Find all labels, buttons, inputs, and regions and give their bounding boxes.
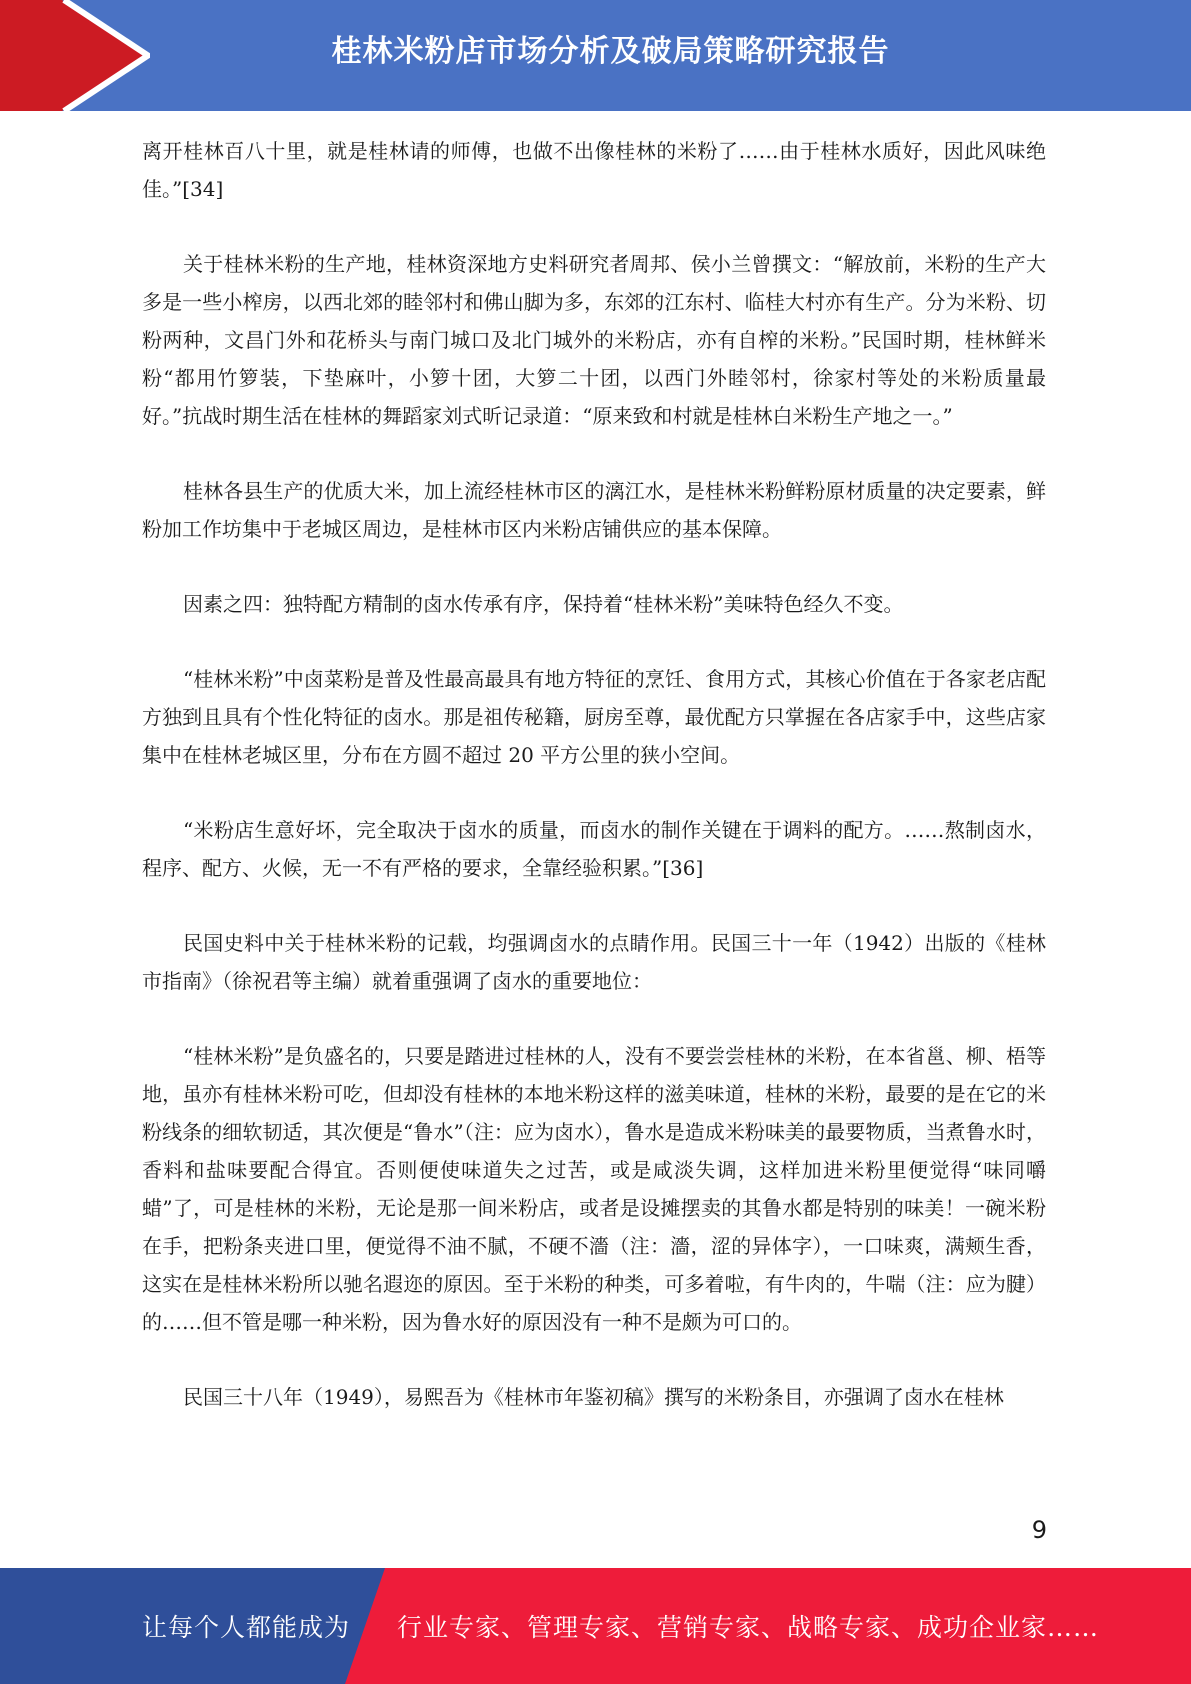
paragraph: “桂林米粉”中卤菜粉是普及性最高最具有地方特征的烹饪、食用方式，其核心价值在于各家老店配方独到且具有个性化特征的卤水。那是祖传秘籍，厨房至尊，最优配方只掌握在各店家手中，这些店家集中在桂林老城区里，分布在方圆不超过 20 平方公里的狭小空间。	[142, 667, 1046, 767]
footer-banner	[0, 1568, 1191, 1684]
paragraph: 桂林各县生产的优质大米，加上流经桂林市区的漓江水，是桂林米粉鲜粉原材质量的决定要素，鲜粉加工作坊集中于老城区周边，是桂林市区内米粉店铺供应的基本保障。	[142, 479, 1046, 541]
document-title: 桂林米粉店市场分析及破局策略研究报告	[331, 34, 890, 69]
footer-slogan-left: 让每个人都能成为	[142, 1613, 351, 1642]
page-content	[142, 132, 1046, 1453]
paragraph-factor-heading: 因素之四：独特配方精制的卤水传承有序，保持着“桂林米粉”美味特色经久不变。	[183, 592, 904, 616]
header-banner	[0, 0, 1191, 111]
page-number: 9	[1031, 1516, 1047, 1544]
footer-slogan-right: 行业专家、管理专家、营销专家、战略专家、成功企业家……	[397, 1613, 1100, 1642]
paragraph-continuation: 离开桂林百八十里，就是桂林请的师傅，也做不出像桂林的米粉了……由于桂林水质好，因此风味绝佳。”[34]	[142, 139, 1046, 201]
paragraph: 民国三十八年（1949），易熙吾为《桂林市年鉴初稿》撰写的米粉条目，亦强调了卤水在桂林	[183, 1385, 1004, 1409]
paragraph: 民国史料中关于桂林米粉的记载，均强调卤水的点睛作用。民国三十一年（1942）出版的《桂林市指南》（徐祝君等主编）就着重强调了卤水的重要地位：	[142, 931, 1046, 993]
paragraph-quote: “米粉店生意好坏，完全取决于卤水的质量，而卤水的制作关键在于调料的配方。……熬制卤水，程序、配方、火候，无一不有严格的要求，全靠经验积累。”[36]	[142, 818, 1046, 880]
paragraph: 关于桂林米粉的生产地，桂林资深地方史料研究者周邦、侯小兰曾撰文：“解放前，米粉的生产大多是一些小榨房，以西北郊的睦邻村和佛山脚为多，东郊的江东村、临桂大村亦有生产。分为米粉、切粉两种，文昌门外和花桥头与南门城口及北门城外的米粉店，亦有自榨的米粉。”民国时期，桂林鲜米粉“都用竹箩装，下垫麻叶，小箩十团，大箩二十团，以西门外睦邻村，徐家村等处的米粉质量最好。”抗战时期生活在桂林的舞蹈家刘式昕记录道：“原来致和村就是桂林白米粉生产地之一。”	[142, 252, 1046, 428]
paragraph-quote: “桂林米粉”是负盛名的，只要是踏进过桂林的人，没有不要尝尝桂林的米粉，在本省邕、柳、梧等地，虽亦有桂林米粉可吃，但却没有桂林的本地米粉这样的滋美味道，桂林的米粉，最要的是在它的米粉线条的细软韧适，其次便是“鲁水”（注：应为卤水），鲁水是造成米粉味美的最要物质，当煮鲁水时，香料和盐味要配合得宜。否则便使味道失之过苦，或是咸淡失调，这样加进米粉里便觉得“味同嚼蜡”了，可是桂林的米粉，无论是那一间米粉店，或者是设摊摆卖的其鲁水都是特别的味美！一碗米粉在手，把粉条夹进口里，便觉得不油不腻，不硬不濇（注：濇，涩的异体字），一口味爽，满颊生香，这实在是桂林米粉所以驰名遐迩的原因。至于米粉的种类，可多着啦，有牛肉的，牛喘（注：应为腱）的……但不管是哪一种米粉，因为鲁水好的原因没有一种不是颇为可口的。	[142, 1044, 1046, 1334]
